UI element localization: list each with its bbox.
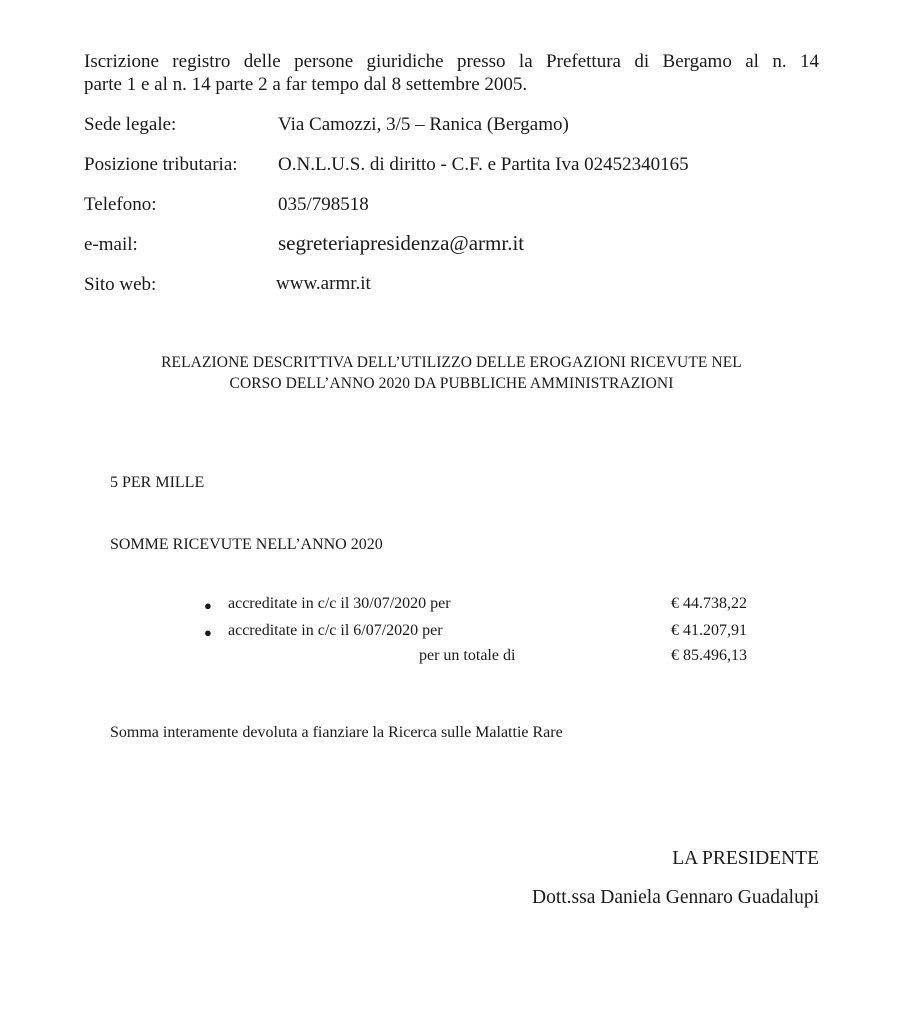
registration-line-1: Iscrizione registro delle persone giuridiche presso la Prefettura di Bergamo al n. 14 [84, 51, 819, 72]
bullet-icon: ● [204, 625, 212, 640]
telefono-label: Telefono: [84, 194, 157, 215]
bullet-icon: ● [204, 598, 212, 613]
total-amount: € 85.496,13 [671, 647, 747, 664]
subheading: SOMME RICEVUTE NELL’ANNO 2020 [110, 536, 383, 553]
report-title [84, 352, 819, 394]
signature-role: LA PRESIDENTE [672, 848, 819, 869]
sito-web-value[interactable]: www.armr.it [276, 273, 371, 294]
receipt-amount: € 44.738,22 [671, 595, 747, 612]
receipt-amount: € 41.207,91 [671, 622, 747, 639]
telefono-value: 035/798518 [278, 194, 369, 215]
report-title-line-2: CORSO DELL’ANNO 2020 DA PUBBLICHE AMMINISTRAZIONI [229, 375, 674, 392]
allocation-note: Somma interamente devoluta a fianziare la Ricerca sulle Malattie Rare [110, 724, 563, 741]
email-label: e-mail: [84, 234, 138, 255]
total-label: per un totale di [419, 647, 516, 664]
signature-name: Dott.ssa Daniela Gennaro Guadalupi [532, 887, 819, 908]
registration-line-2: parte 1 e al n. 14 parte 2 a far tempo dal 8 settembre 2005. [84, 74, 528, 95]
report-title-line-1: RELAZIONE DESCRITTIVA DELL’UTILIZZO DELLE EROGAZIONI RICEVUTE NEL [161, 354, 742, 371]
receipt-label: accreditate in c/c il 30/07/2020 per [228, 595, 451, 612]
registration-paragraph [84, 50, 819, 96]
section-heading: 5 PER MILLE [110, 474, 205, 491]
posizione-tributaria-label: Posizione tributaria: [84, 154, 238, 175]
sede-legale-value: Via Camozzi, 3/5 – Ranica (Bergamo) [278, 114, 569, 135]
sede-legale-label: Sede legale: [84, 114, 177, 135]
email-value[interactable]: segreteriapresidenza@armr.it [278, 231, 525, 255]
posizione-tributaria-value: O.N.L.U.S. di diritto - C.F. e Partita Iva 02452340165 [278, 154, 689, 175]
receipt-label: accreditate in c/c il 6/07/2020 per [228, 622, 443, 639]
sito-web-label: Sito web: [84, 274, 157, 295]
